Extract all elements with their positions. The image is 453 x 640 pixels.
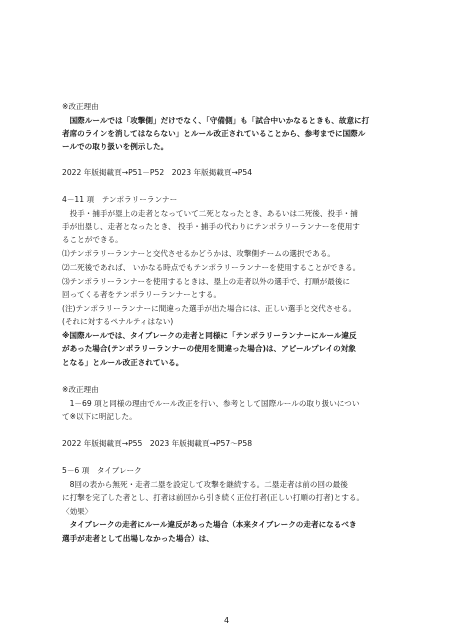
- text-line: ※改正理由: [62, 385, 99, 394]
- text-line: 者席のラインを消してはならない」とルール改正されていることから、参考までに国際ル: [62, 129, 366, 138]
- text-line: に打撃を完了した者とし、打者は前回から引き続く正位打者(正しい打順の打者)とする。: [62, 493, 365, 502]
- text-line: 回ってくる者をテンポラリーランナーとする。: [62, 290, 222, 299]
- text-line: 1－69 項と同様の理由でルール改正を行い、参考として国際ルールの取り扱いについ: [62, 399, 360, 408]
- text-line: となる」とルール改正されている。: [62, 358, 184, 367]
- text-line: (それに対するペナルティはない): [62, 317, 174, 326]
- text-line: 〈効果〉: [62, 507, 93, 516]
- text-line: 選手が走者として出場しなかった場合）は、: [62, 534, 214, 543]
- text-line: 投手・捕手が塁上の走者となっていて二死となったとき、あるいは二死後、投手・捕: [62, 209, 358, 218]
- text-line: 国際ルールでは「攻撃側」だけでなく、「守備側」も「試合中いかなるときも、故意に打: [62, 116, 370, 125]
- text-line: 4－11 項 テンポラリーランナー: [62, 195, 178, 204]
- text-line: があった場合(テンポラリーランナーの使用を間違った場合)は、アピールプレイの対象: [62, 344, 356, 353]
- text-line: 5－6 項 タイブレーク: [62, 466, 142, 475]
- text-line: ※国際ルールでは、タイブレークの走者と同様に「テンポラリーランナーにルール違反: [62, 331, 357, 340]
- text-line: ることができる。: [62, 235, 123, 244]
- text-line: タイブレークの走者にルール違反があった場合（本来タイブレークの走者になるべき: [62, 520, 357, 529]
- text-line: (注)テンポラリーランナーに間違った選手が出た場合には、正しい選手と交代させる。: [62, 304, 357, 313]
- text-line: ⑵二死後であれば、 いかなる時点でもテンポラリーランナーを使用することができる。: [62, 263, 361, 272]
- text-line: 2022 年版掲載頁→P51－P52 2023 年版掲載頁→P54: [62, 168, 253, 177]
- page-number: 4: [223, 616, 230, 625]
- text-line: 手が出塁し、走者となったとき、 投手・捕手の代わりにテンポラリーランナーを使用す: [62, 222, 360, 231]
- text-line: て※以下に明記した。: [62, 412, 137, 421]
- text-line: ⑶テンポラリーランナーを使用するときは、塁上の走者以外の選手で、打順が最後に: [62, 277, 351, 286]
- text-line: ⑴テンポラリーランナーと交代させるかどうかは、攻撃側チームの選択である。: [62, 249, 335, 258]
- text-line: 8回の表から無死・走者二塁を設定して攻撃を継続する。二塁走者は前の回の最後: [62, 480, 348, 489]
- text-line: ※改正理由: [62, 102, 99, 111]
- text-line: ールでの取り扱いを例示した。: [62, 142, 169, 151]
- text-line: 2022 年版掲載頁→P55 2023 年版掲載頁→P57～P58: [62, 439, 253, 448]
